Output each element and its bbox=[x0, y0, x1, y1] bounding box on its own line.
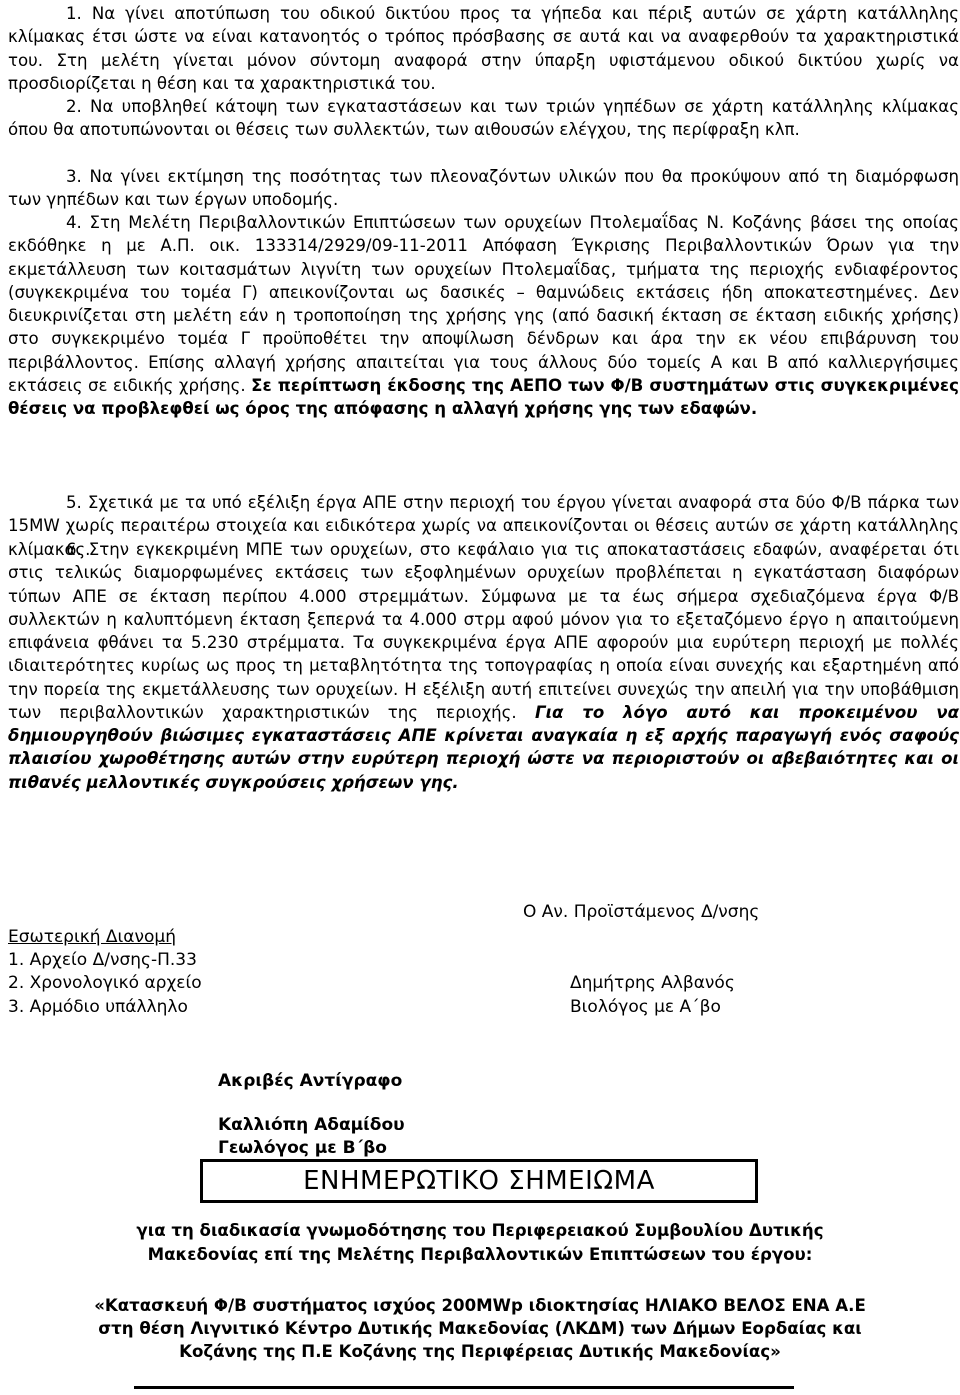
copy-label: Ακριβές Αντίγραφο bbox=[218, 1071, 403, 1091]
memo-project-line-3: Κοζάνης της Π.Ε Κοζάνης της Περιφέρειας Δυτικής Μακεδονίας» bbox=[179, 1342, 781, 1361]
paragraph-6-bold: Για το λόγο αυτό και προκειμένου να δημιουργηθούν βιώσιμες εγκαταστάσεις ΑΠΕ κρίνεται αναγκαία η εξ αρχής παραγωγή ενός σαφούς πλαισίου χωροθέτησης αυτών στην ευρύτερη περιοχή ώστε να περιοριστούν οι αβεβαιότητες και οι πιθανές μελλοντικές συγκρούσεις χρήσεων γης. bbox=[8, 702, 960, 792]
memo-title: ΕΝΗΜΕΡΩΤΙΚΟ ΣΗΜΕΙΩΜΑ bbox=[200, 1159, 758, 1203]
memo-subtitle-line-1: για τη διαδικασία γνωμοδότησης του Περιφερειακού Συμβουλίου Δυτικής bbox=[136, 1221, 824, 1240]
memo-project-line-2: στη θέση Λιγνιτικό Κέντρο Δυτικής Μακεδονίας (ΛΚΔΜ) των Δήμων Εορδαίας και bbox=[98, 1319, 862, 1338]
signature-role: Ο Αν. Προϊστάμενος Δ/νσης bbox=[523, 902, 760, 922]
signature-name: Δημήτρης Αλβανός bbox=[570, 973, 735, 993]
paragraph-4 bbox=[8, 211, 959, 420]
bottom-divider bbox=[134, 1386, 794, 1389]
paragraph-3: 3. Να γίνει εκτίμηση της ποσότητας των πλεοναζόντων υλικών που θα προκύψουν από τη διαμόρφωση των γηπέδων και των έργων υποδομής. bbox=[8, 167, 959, 210]
distribution-item-3: 3. Αρμόδιο υπάλληλο bbox=[8, 997, 188, 1017]
paragraph-2: 2. Να υποβληθεί κάτοψη των εγκαταστάσεων και των τριών γηπέδων σε χάρτη κατάλληλης κλίμακας όπου θα αποτυπώνονται οι θέσεις των συλλεκτών, των αιθουσών ελέγχου, της περίφραξη κλπ. bbox=[8, 97, 959, 140]
distribution-item-2: 2. Χρονολογικό αρχείο bbox=[8, 973, 202, 993]
copy-name: Καλλιόπη Αδαμίδου bbox=[218, 1115, 405, 1135]
paragraph-1: 1. Να γίνει αποτύπωση του οδικού δικτύου προς τα γήπεδα και πέριξ αυτών σε χάρτη κατάλληλης κλίμακας έτσι ώστε να είναι κατανοητός ο τρόπος πρόσβασης σε αυτά και να αναφερθούν τα χαρακτηριστικά του. Στη μελέτη γίνεται μόνον σύντομη αναφορά στην ύπαρξη υφιστάμενου οδικού δικτύου χωρίς να προσδιορίζεται η θέση και τα χαρακτηριστικά του. bbox=[8, 4, 959, 93]
paragraph-5: 5. Σχετικά με τα υπό εξέλιξη έργα ΑΠΕ στην περιοχή του έργου γίνεται αναφορά στα δύο Φ/Β πάρκα των 15MW χωρίς περαιτέρω στοιχεία και ειδικότερα χωρίς να απεικονίζονται οι θέσεις αυτών σε χάρτη κατάλληλης κλίμακας. bbox=[8, 493, 959, 559]
paragraph-6-text: 6. Στην εγκεκριμένη ΜΠΕ των ορυχείων, στο κεφάλαιο για τις αποκαταστάσεις εδαφών, αναφέρεται ότι στις τελικώς διαμορφωμένες εκτάσεις των εξοφλημένων ορυχείων προβλέπεται η εγκατάσταση διαφόρων τύπων ΑΠΕ σε έκταση περίπου 4.000 στρεμμάτων. Σύμφωνα με τα έως σήμερα σχεδιαζόμενα έργα Φ/Β συλλεκτών η καλυπτόμενη έκταση ξεπερνά τα 4.000 στρμ αφού μόνον για το εξεταζόμενο έργο η απαιτούμενη επιφάνεια φθάνει τα 5.230 στρέμματα. Τα συγκεκριμένα έργα ΑΠΕ αφορούν μια ευρύτερη περιοχή με πολλές ιδιαιτερότητες κυρίως ως προς τη μεταβλητότητα της τοπογραφίας η οποία είναι συνεχής και εξαρτημένη από την πορεία της εκμετάλλευσης των ορυχείων. Η εξέλιξη αυτή επιτείνει συνεχώς την απειλή για την υποβάθμιση των περιβαλλοντικών χαρακτηριστικών της περιοχής. bbox=[8, 540, 959, 722]
memo-subtitle-line-2: Μακεδονίας επί της Μελέτης Περιβαλλοντικών Επιπτώσεων του έργου: bbox=[147, 1245, 813, 1264]
signature-title: Βιολόγος με Α΄βο bbox=[570, 997, 721, 1017]
distribution-heading: Εσωτερική Διανομή bbox=[8, 927, 176, 947]
memo-project-line-1: «Κατασκευή Φ/Β συστήματος ισχύος 200MWp ιδιοκτησίας ΗΛΙΑΚΟ ΒΕΛΟΣ ΕΝΑ Α.Ε bbox=[94, 1296, 866, 1315]
paragraph-4-text: 4. Στη Μελέτη Περιβαλλοντικών Επιπτώσεων των ορυχείων Πτολεμαΐδας Ν. Κοζάνης βάσει της οποίας εκδόθηκε η με Α.Π. οικ. 133314/2929/09-11-2011 Απόφαση Έγκρισης Περιβαλλοντικών Όρων για την εκμετάλλευση των κοιτασμάτων λιγνίτη των ορυχείων Πτολεμαΐδας, τμήματα της περιοχής ενδιαφέροντος (συγκεκριμένα του τομέα Γ) απεικονίζονται ως δασικές – θαμνώδεις εκτάσεις ήδη αποκατεστημένες. Δεν διευκρινίζεται στη μελέτη εάν η τροποποίηση της χρήσης γης (από δασική έκταση σε έκταση ειδικής χρήσης) στο συγκεκριμένο τομέα Γ προϋποθέτει την αποψίλωση δένδρων και άρα την εκ νέου επιβάρυνση του περιβάλλοντος. Επίσης αλλαγή χρήσης απαιτείται για τους άλλους δύο τομείς Α και Β από καλλιεργήσιμες εκτάσεις σε ειδικής χρήσης. bbox=[8, 213, 959, 395]
distribution-item-1: 1. Αρχείο Δ/νσης-Π.33 bbox=[8, 950, 197, 970]
paragraph-6 bbox=[8, 538, 959, 794]
copy-title: Γεωλόγος με Β΄βο bbox=[218, 1138, 387, 1158]
paragraph-4-bold: Σε περίπτωση έκδοσης της ΑΕΠΟ των Φ/Β συστημάτων στις συγκεκριμένες θέσεις να προβλεφθεί ως όρος της απόφασης η αλλαγή χρήσης γης των εδαφών. bbox=[8, 375, 959, 418]
